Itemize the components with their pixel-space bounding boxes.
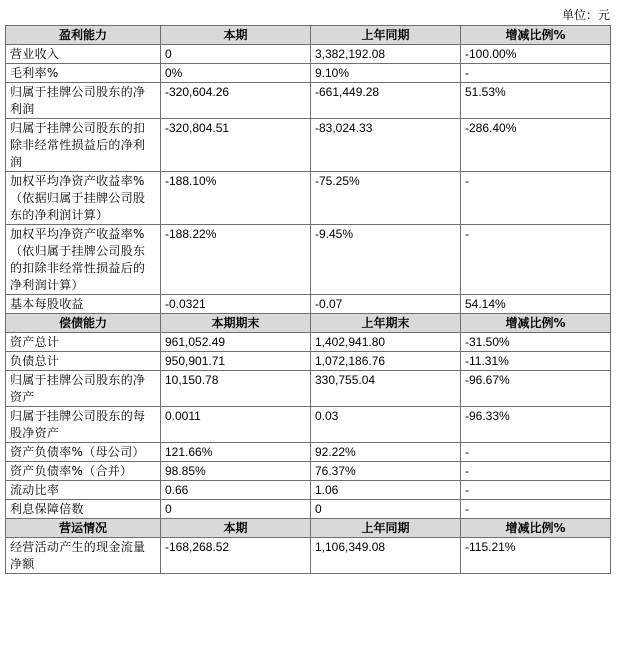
change-value: -96.33%: [461, 407, 611, 443]
section-header-profitability: [6, 26, 611, 45]
row-label: 资产负债率%（母公司）: [6, 443, 161, 462]
column-header-prior: 上年同期: [311, 519, 461, 538]
current-value: 0%: [161, 64, 311, 83]
table-row: [6, 538, 611, 574]
column-header-current: 本期: [161, 26, 311, 45]
change-value: -96.67%: [461, 371, 611, 407]
row-label: 资产负债率%（合并）: [6, 462, 161, 481]
prior-value: -0.07: [311, 295, 461, 314]
row-label: 经营活动产生的现金流量净额: [6, 538, 161, 574]
change-value: 51.53%: [461, 83, 611, 119]
current-value: -0.0321: [161, 295, 311, 314]
change-value: -: [461, 225, 611, 295]
current-value: 121.66%: [161, 443, 311, 462]
column-header-current: 本期: [161, 519, 311, 538]
prior-value: 1.06: [311, 481, 461, 500]
table-row: [6, 64, 611, 83]
row-label: 流动比率: [6, 481, 161, 500]
current-value: -188.10%: [161, 172, 311, 225]
row-label: 加权平均净资产收益率%（依据归属于挂牌公司股东的净利润计算）: [6, 172, 161, 225]
section-title: 营运情况: [6, 519, 161, 538]
prior-value: -9.45%: [311, 225, 461, 295]
prior-value: 92.22%: [311, 443, 461, 462]
row-label: 资产总计: [6, 333, 161, 352]
prior-value: 0: [311, 500, 461, 519]
column-header-change: 增减比例%: [461, 519, 611, 538]
table-row: [6, 295, 611, 314]
current-value: 0: [161, 45, 311, 64]
table-row: [6, 45, 611, 64]
current-value: 98.85%: [161, 462, 311, 481]
change-value: -: [461, 64, 611, 83]
change-value: -: [461, 172, 611, 225]
change-value: -: [461, 443, 611, 462]
table-row: [6, 407, 611, 443]
current-value: 950,901.71: [161, 352, 311, 371]
change-value: -100.00%: [461, 45, 611, 64]
current-value: 10,150.78: [161, 371, 311, 407]
column-header-change: 增减比例%: [461, 314, 611, 333]
current-value: 0.0011: [161, 407, 311, 443]
current-value: -320,604.26: [161, 83, 311, 119]
prior-value: 76.37%: [311, 462, 461, 481]
column-header-prior: 上年同期: [311, 26, 461, 45]
table-row: [6, 172, 611, 225]
row-label: 加权平均净资产收益率%（依归属于挂牌公司股东的扣除非经常性损益后的净利润计算）: [6, 225, 161, 295]
prior-value: 1,402,941.80: [311, 333, 461, 352]
table-row: [6, 83, 611, 119]
row-label: 利息保障倍数: [6, 500, 161, 519]
table-row: [6, 371, 611, 407]
current-value: -320,804.51: [161, 119, 311, 172]
column-header-prior: 上年期末: [311, 314, 461, 333]
change-value: -31.50%: [461, 333, 611, 352]
section-header-solvency: [6, 314, 611, 333]
table-row: [6, 225, 611, 295]
section-title: 偿债能力: [6, 314, 161, 333]
row-label: 归属于挂牌公司股东的每股净资产: [6, 407, 161, 443]
prior-value: -83,024.33: [311, 119, 461, 172]
prior-value: 1,106,349.08: [311, 538, 461, 574]
section-header-operations: [6, 519, 611, 538]
table-row: [6, 481, 611, 500]
row-label: 负债总计: [6, 352, 161, 371]
current-value: -188.22%: [161, 225, 311, 295]
current-value: 0: [161, 500, 311, 519]
table-row: [6, 352, 611, 371]
table-row: [6, 462, 611, 481]
prior-value: -661,449.28: [311, 83, 461, 119]
prior-value: 1,072,186.76: [311, 352, 461, 371]
change-value: -115.21%: [461, 538, 611, 574]
financial-indicators-table: [5, 25, 611, 574]
row-label: 毛利率%: [6, 64, 161, 83]
current-value: -168,268.52: [161, 538, 311, 574]
prior-value: 9.10%: [311, 64, 461, 83]
column-header-current: 本期期末: [161, 314, 311, 333]
current-value: 961,052.49: [161, 333, 311, 352]
change-value: 54.14%: [461, 295, 611, 314]
table-row: [6, 119, 611, 172]
change-value: -: [461, 500, 611, 519]
change-value: -: [461, 462, 611, 481]
row-label: 营业收入: [6, 45, 161, 64]
row-label: 归属于挂牌公司股东的扣除非经常性损益后的净利润: [6, 119, 161, 172]
row-label: 归属于挂牌公司股东的净利润: [6, 83, 161, 119]
prior-value: 330,755.04: [311, 371, 461, 407]
table-row: [6, 333, 611, 352]
change-value: -286.40%: [461, 119, 611, 172]
change-value: -: [461, 481, 611, 500]
row-label: 基本每股收益: [6, 295, 161, 314]
row-label: 归属于挂牌公司股东的净资产: [6, 371, 161, 407]
prior-value: 0.03: [311, 407, 461, 443]
unit-label: 单位：元: [561, 8, 610, 22]
table-row: [6, 500, 611, 519]
prior-value: 3,382,192.08: [311, 45, 461, 64]
table-row: [6, 443, 611, 462]
section-title: 盈利能力: [6, 26, 161, 45]
current-value: 0.66: [161, 481, 311, 500]
column-header-change: 增减比例%: [461, 26, 611, 45]
prior-value: -75.25%: [311, 172, 461, 225]
change-value: -11.31%: [461, 352, 611, 371]
